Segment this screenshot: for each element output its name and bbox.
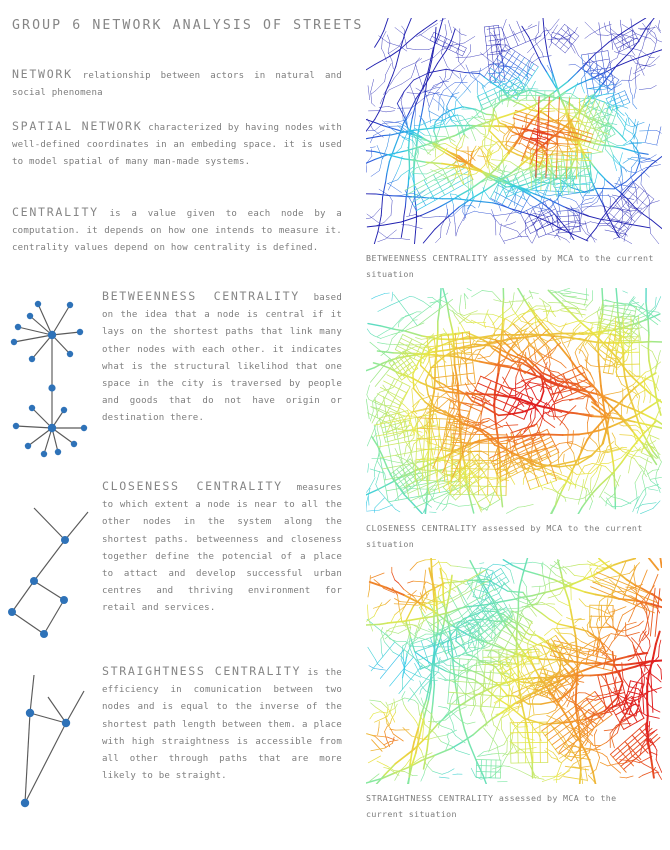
section-closeness-lead: CLOSENESS CENTRALITY [102,479,283,493]
straightness-centrality-street-map [366,558,662,784]
section-straightness-text [102,663,342,785]
paragraph-spatial-network [12,118,342,172]
map-caption-closeness-rest: assessed by MCA to the current situation [366,523,643,549]
paragraph-spatial-network-body: characterized by having nodes with well-defined coordinates in an embeding space. it is used to model spatial of many man-made systems. [12,123,342,168]
map-caption-straightness [366,790,658,822]
section-closeness-text [102,478,342,618]
map-caption-betweenness [366,250,658,282]
section-closeness [0,478,360,656]
right-map-column [366,0,670,850]
triangle-with-rays-diagram [8,667,96,833]
y-branch-and-quadrilateral-diagram [8,482,96,654]
section-betweenness-text [102,288,342,428]
closeness-centrality-street-map [366,288,662,514]
map-caption-betweenness-strong: BETWEENNESS CENTRALITY [366,253,488,263]
paragraph-network [12,66,342,102]
paragraph-network-body: relationship between actors in natural and social phenomena [12,71,342,99]
betweenness-centrality-street-map [366,18,662,244]
map-caption-closeness [366,520,658,552]
map-caption-closeness-strong: CLOSENESS CENTRALITY [366,523,477,533]
section-straightness-lead: STRAIGHTNESS CENTRALITY [102,664,302,678]
section-betweenness-lead: BETWEENNESS CENTRALITY [102,289,300,303]
paragraph-spatial-network-lead: SPATIAL NETWORK [12,119,143,133]
map-caption-straightness-rest: assessed by MCA to the current situation [366,793,617,819]
section-straightness [0,663,360,833]
two-hub-star-network-diagram [8,292,96,466]
section-betweenness [0,288,360,470]
paragraph-network-lead: NETWORK [12,67,73,81]
section-closeness-body: measures to which extent a node is near to all the other nodes in the system along the shortest paths. betweenness and closeness together define the potencial of a place to attact and develop successful urban centres and thriving environment for retail and services. [102,483,342,614]
paragraph-centrality [12,204,342,258]
map-block-straightness [366,558,666,822]
paragraph-centrality-lead: CENTRALITY [12,205,99,219]
map-block-closeness [366,288,666,552]
map-block-betweenness [366,18,666,282]
paragraph-centrality-body: is a value given to each node by a computation. it depends on how one intends to measure it. centrality values depend on how centrality is defined. [12,209,342,254]
map-caption-straightness-strong: STRAIGHTNESS CENTRALITY [366,793,494,803]
map-caption-betweenness-rest: assessed by MCA to the current situation [366,253,654,279]
section-betweenness-body: based on the idea that a node is central if it lays on the shortest paths that link many other nodes with each other. it indicates what is the structural likelihod that one space in the city is traversed by people and goods that do not have origin or destination there. [102,293,342,424]
page-title: GROUP 6 NETWORK ANALYSIS OF STREETS [12,18,364,33]
section-straightness-body: is the efficiency in comunication between two nodes and is equal to the inverse of the shortest path length between them. a place with high straightness is accessible from all other through paths that are more likely to be straight. [102,668,342,782]
